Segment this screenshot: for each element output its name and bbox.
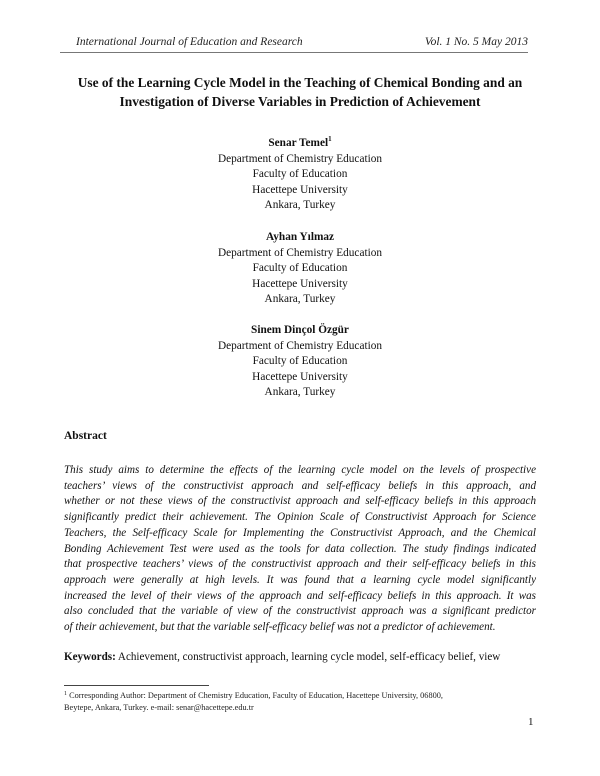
author-block-3 [0, 323, 600, 401]
author-name-1: Senar Temel$^1$ [268, 135, 332, 149]
author-university-1: Hacettepe University [252, 183, 348, 196]
author-department-3: Department of Chemistry Education [217, 339, 383, 352]
keywords [64, 651, 536, 663]
footnote [64, 690, 536, 714]
author-name-2: Ayhan Yılmaz [265, 231, 335, 243]
footnote-rule [64, 685, 209, 686]
author-university-2: Hacettepe University [252, 277, 348, 290]
author-faculty-3: Faculty of Education [252, 355, 348, 368]
footnote-mark: 1 [64, 691, 67, 697]
journal-name: International Journal of Education and Research [76, 36, 303, 48]
author-block-1 [0, 136, 600, 214]
footnote-line-2: Beytepe, Ankara, Turkey. e-mail: senar@hacettepe.edu.tr [64, 703, 254, 712]
abstract-line: approach were generally at high levels. It was found that a learning cycle model significantly [64, 573, 536, 586]
author-location-2: Ankara, Turkey [264, 293, 336, 306]
author-faculty-2: Faculty of Education [252, 262, 348, 275]
abstract-line: increased the level of their views of the approach and self-efficacy beliefs in this approach. It was [64, 589, 536, 602]
author-block-2 [0, 230, 600, 308]
footnote-mark: 1 [328, 135, 332, 143]
page-number: 1 [528, 716, 534, 728]
author-location-1: Ankara, Turkey [264, 199, 336, 212]
header-rule [60, 52, 528, 53]
title-line-1: Use of the Learning Cycle Model in the Teaching of Chemical Bonding and an [77, 75, 523, 90]
abstract-heading: Abstract [64, 430, 107, 442]
author-name-3: Sinem Dinçol Özgür [251, 324, 349, 336]
footnote-line-1: $^1$ Corresponding Author: Department of Chemistry Education, Faculty of Education, Hacettepe University, 06800, [64, 691, 443, 700]
abstract-line: teachers’ views of the constructivist approach and self-efficacy beliefs in this approach, and [64, 479, 536, 492]
abstract-line: also concluded that the variable of view of the constructivist approach was a significant predictor [64, 605, 536, 618]
abstract-body [64, 463, 536, 636]
title-line-2: Investigation of Diverse Variables in Prediction of Achievement [119, 94, 481, 109]
abstract-line: that prospective teachers’ views of the constructivist approach and their self-efficacy beliefs in this [64, 558, 536, 571]
author-department-1: Department of Chemistry Education [217, 152, 383, 165]
volume-info: Vol. 1 No. 5 May 2013 [424, 36, 528, 48]
keywords-text: Achievement, constructivist approach, learning cycle model, self-efficacy belief, view [115, 651, 501, 663]
author-department-2: Department of Chemistry Education [217, 246, 383, 259]
author-location-3: Ankara, Turkey [264, 386, 336, 399]
abstract-line: whether or not these views of the constructivist approach and self-efficacy beliefs in this approach [64, 495, 536, 508]
author-university-3: Hacettepe University [252, 370, 348, 383]
author-faculty-1: Faculty of Education [252, 168, 348, 181]
paper-title [60, 73, 540, 111]
abstract-line: of their achievement, but that the variable self-efficacy belief was not a predictor of achievement. [64, 621, 496, 634]
abstract-line: Bonding Achievement Test were used as the tools for data collection. The study findings indicated [64, 542, 536, 555]
abstract-line: Teachers, the Self-efficacy Scale for Implementing the Constructivist Approach, and the Chemical [64, 526, 536, 539]
keywords-label: Keywords: [64, 651, 116, 663]
abstract-line: significantly predict their achievement. The Opinion Scale of Constructivist Approach for Science [64, 511, 536, 524]
abstract-line: This study aims to determine the effects of the learning cycle model on the levels of prospective [64, 464, 536, 476]
